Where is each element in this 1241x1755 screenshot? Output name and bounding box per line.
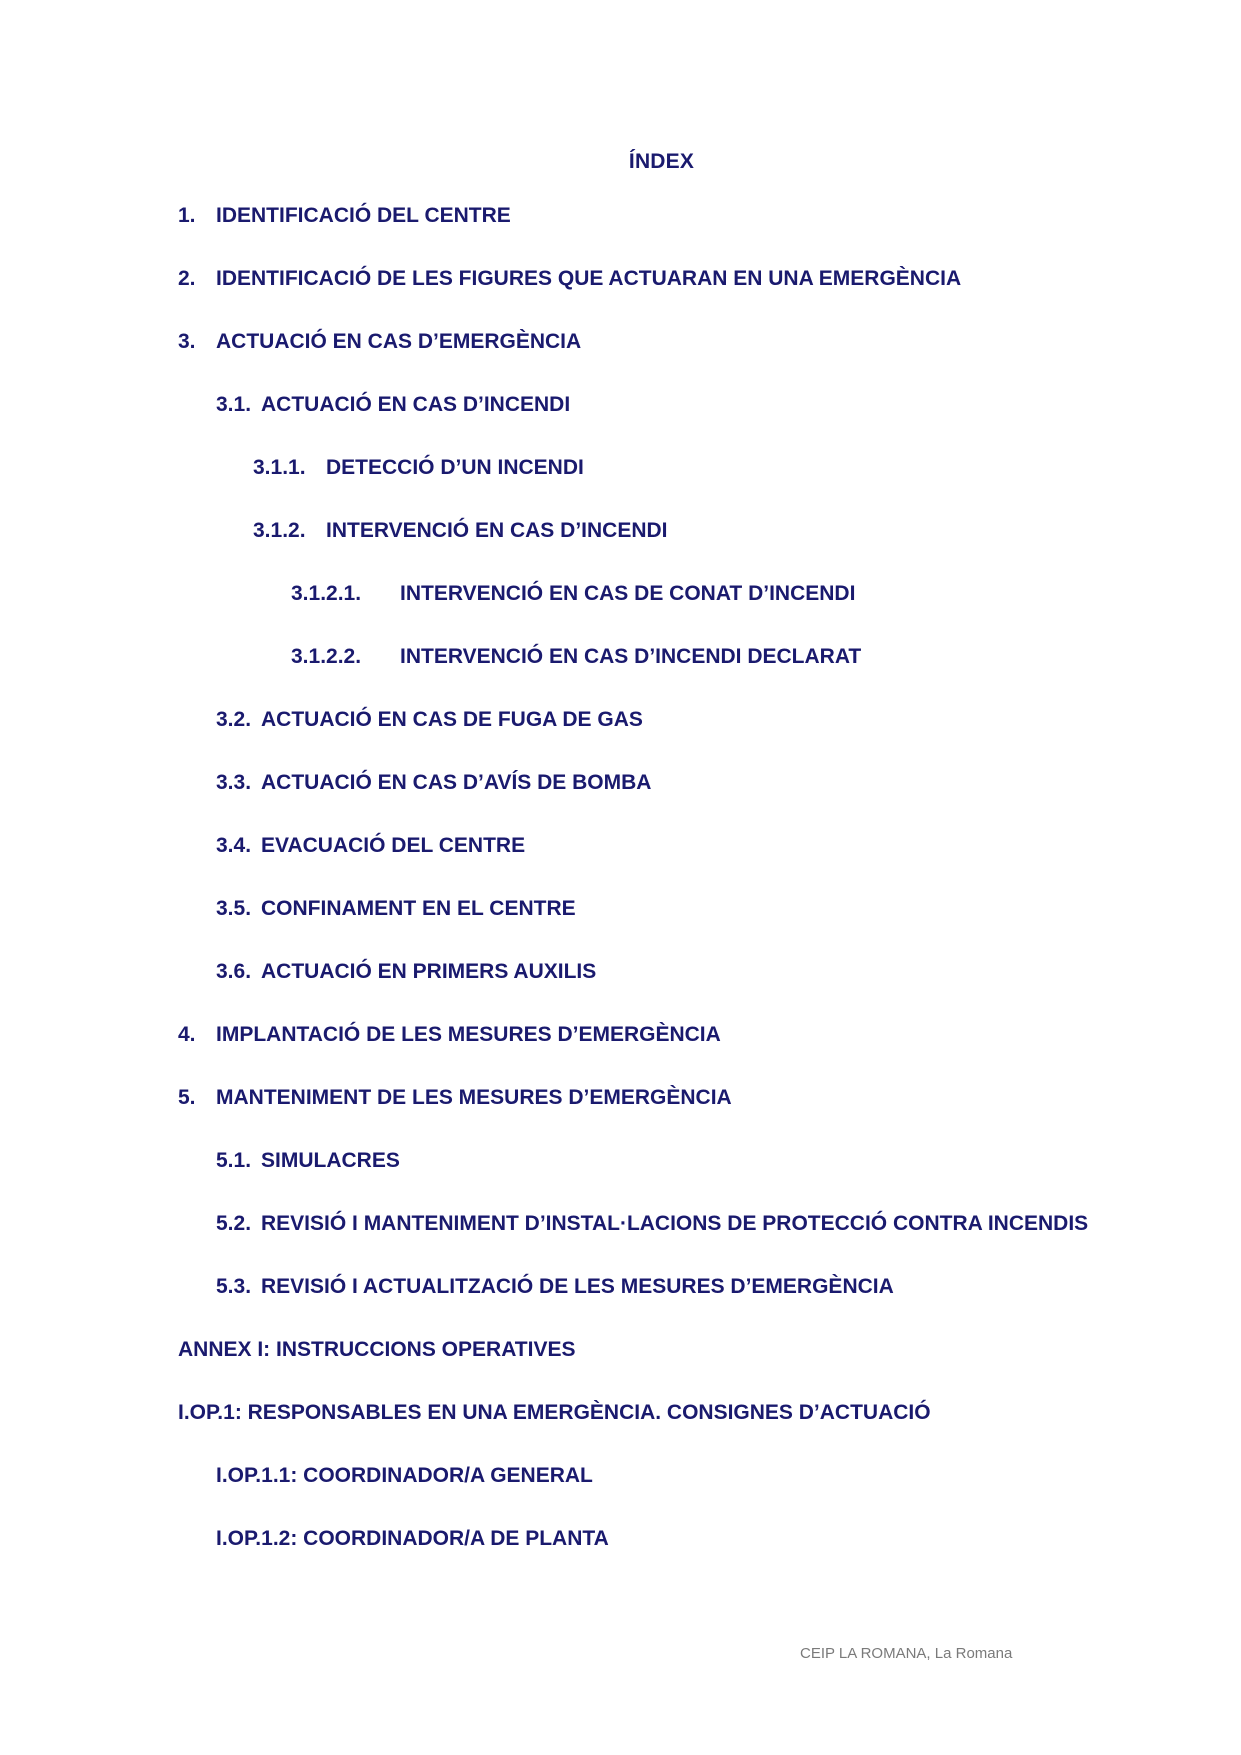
toc-number: 4. bbox=[178, 1023, 196, 1046]
toc-text: ACTUACIÓ EN CAS D’AVÍS DE BOMBA bbox=[261, 771, 652, 794]
toc-number: 3. bbox=[178, 330, 196, 353]
toc-number: 3.5. bbox=[216, 897, 252, 920]
toc-text: IDENTIFICACIÓ DE LES FIGURES QUE ACTUARAN EN UNA EMERGÈNCIA bbox=[216, 267, 962, 290]
toc-number: 2. bbox=[178, 267, 196, 290]
toc-text: ACTUACIÓ EN CAS D’EMERGÈNCIA bbox=[216, 330, 582, 353]
toc-text: DETECCIÓ D’UN INCENDI bbox=[326, 456, 584, 479]
toc-text: IMPLANTACIÓ DE LES MESURES D’EMERGÈNCIA bbox=[216, 1023, 721, 1046]
index-title: ÍNDEX bbox=[628, 150, 695, 173]
toc-number: 1. bbox=[178, 204, 196, 227]
toc-number: 3.1.2.1. bbox=[291, 582, 362, 605]
page-footer: CEIP LA ROMANA, La Romana bbox=[800, 1645, 1013, 1662]
toc-number: 3.1. bbox=[216, 393, 252, 416]
toc-text: INTERVENCIÓ EN CAS D’INCENDI bbox=[326, 519, 668, 542]
toc-number: 3.2. bbox=[216, 708, 252, 731]
toc-text: I.OP.1.1: COORDINADOR/A GENERAL bbox=[216, 1464, 593, 1487]
toc-text: REVISIÓ I ACTUALITZACIÓ DE LES MESURES D’EMERGÈNCIA bbox=[261, 1275, 894, 1298]
toc-text: CONFINAMENT EN EL CENTRE bbox=[261, 897, 576, 920]
toc-number: 3.3. bbox=[216, 771, 252, 794]
toc-text: INTERVENCIÓ EN CAS D’INCENDI DECLARAT bbox=[400, 645, 862, 668]
toc-number: 5.2. bbox=[216, 1212, 252, 1235]
toc-text: ANNEX I: INSTRUCCIONS OPERATIVES bbox=[178, 1338, 576, 1361]
toc-text: SIMULACRES bbox=[261, 1149, 400, 1172]
toc-number: 3.1.2. bbox=[253, 519, 306, 542]
toc-text: I.OP.1.2: COORDINADOR/A DE PLANTA bbox=[216, 1527, 609, 1550]
toc-text: ACTUACIÓ EN CAS DE FUGA DE GAS bbox=[261, 708, 643, 731]
toc-text: I.OP.1: RESPONSABLES EN UNA EMERGÈNCIA. CONSIGNES D’ACTUACIÓ bbox=[178, 1401, 931, 1424]
toc-number: 3.6. bbox=[216, 960, 252, 983]
toc-number: 5.3. bbox=[216, 1275, 252, 1298]
toc-text: MANTENIMENT DE LES MESURES D’EMERGÈNCIA bbox=[216, 1086, 732, 1109]
toc-text: REVISIÓ I MANTENIMENT D’INSTAL·LACIONS DE PROTECCIÓ CONTRA INCENDIS bbox=[261, 1212, 1089, 1235]
toc-number: 5.1. bbox=[216, 1149, 252, 1172]
toc-text: EVACUACIÓ DEL CENTRE bbox=[261, 834, 526, 857]
toc-text: ACTUACIÓ EN PRIMERS AUXILIS bbox=[261, 960, 597, 983]
toc-number: 3.1.1. bbox=[253, 456, 306, 479]
toc-text: IDENTIFICACIÓ DEL CENTRE bbox=[216, 204, 511, 227]
toc-number: 3.1.2.2. bbox=[291, 645, 362, 668]
toc-text: INTERVENCIÓ EN CAS DE CONAT D’INCENDI bbox=[400, 582, 856, 605]
toc-text: ACTUACIÓ EN CAS D’INCENDI bbox=[261, 393, 571, 416]
toc-number: 5. bbox=[178, 1086, 196, 1109]
toc-number: 3.4. bbox=[216, 834, 252, 857]
